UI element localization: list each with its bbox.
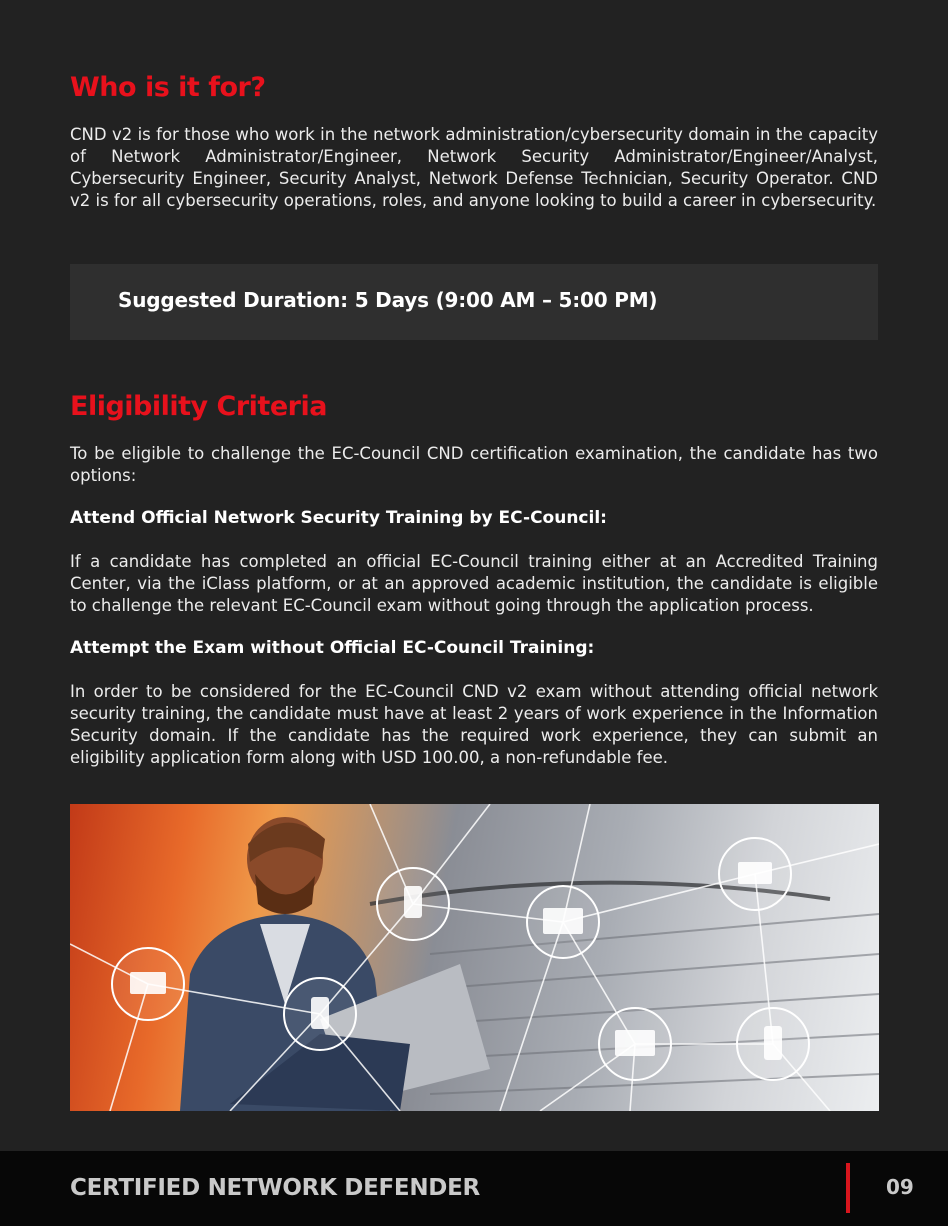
- footer-title: CERTIFIED NETWORK DEFENDER: [70, 1175, 480, 1201]
- who-body: CND v2 is for those who work in the network administration/cybersecurity domain in the capacity of Network Administrator/Engineer, Network Security Administrator/Engineer/Analyst, Cybersecurity Engineer, Security Analyst, Network Defense Technician, Security Operator. CND v2 is for all cybersecurity operations, roles, and anyone looking to build a career in cybersecurity.: [70, 125, 878, 210]
- option1-title: Attend Official Network Security Training by EC-Council:: [70, 508, 607, 528]
- option1-body: If a candidate has completed an official EC-Council training either at an Accredited Training Center, via the iClass platform, or at an approved academic institution, the candidate is eligible to challenge the relevant EC-Council exam without going through the application process.: [70, 552, 878, 615]
- network-illustration: [70, 804, 879, 1111]
- eligibility-heading: Eligibility Criteria: [70, 391, 327, 422]
- network-photo: [70, 804, 879, 1111]
- option2-body: In order to be considered for the EC-Council CND v2 exam without attending official network security training, the candidate must have at least 2 years of work experience in the Information Security domain. If the candidate has the required work experience, they can submit an eligibility application form along with USD 100.00, a non-refundable fee.: [70, 682, 878, 767]
- person-silhouette: [180, 817, 490, 1111]
- footer-divider: [846, 1163, 850, 1213]
- duration-box: [70, 264, 878, 340]
- page-number: 09: [886, 1175, 914, 1199]
- eligibility-intro: To be eligible to challenge the EC-Council CND certification examination, the candidate has two options:: [70, 444, 878, 485]
- footer: [0, 1151, 948, 1226]
- who-heading: Who is it for?: [70, 72, 266, 103]
- option2-title: Attempt the Exam without Official EC-Council Training:: [70, 638, 595, 658]
- duration-text: Suggested Duration: 5 Days (9:00 AM – 5:00 PM): [118, 288, 658, 312]
